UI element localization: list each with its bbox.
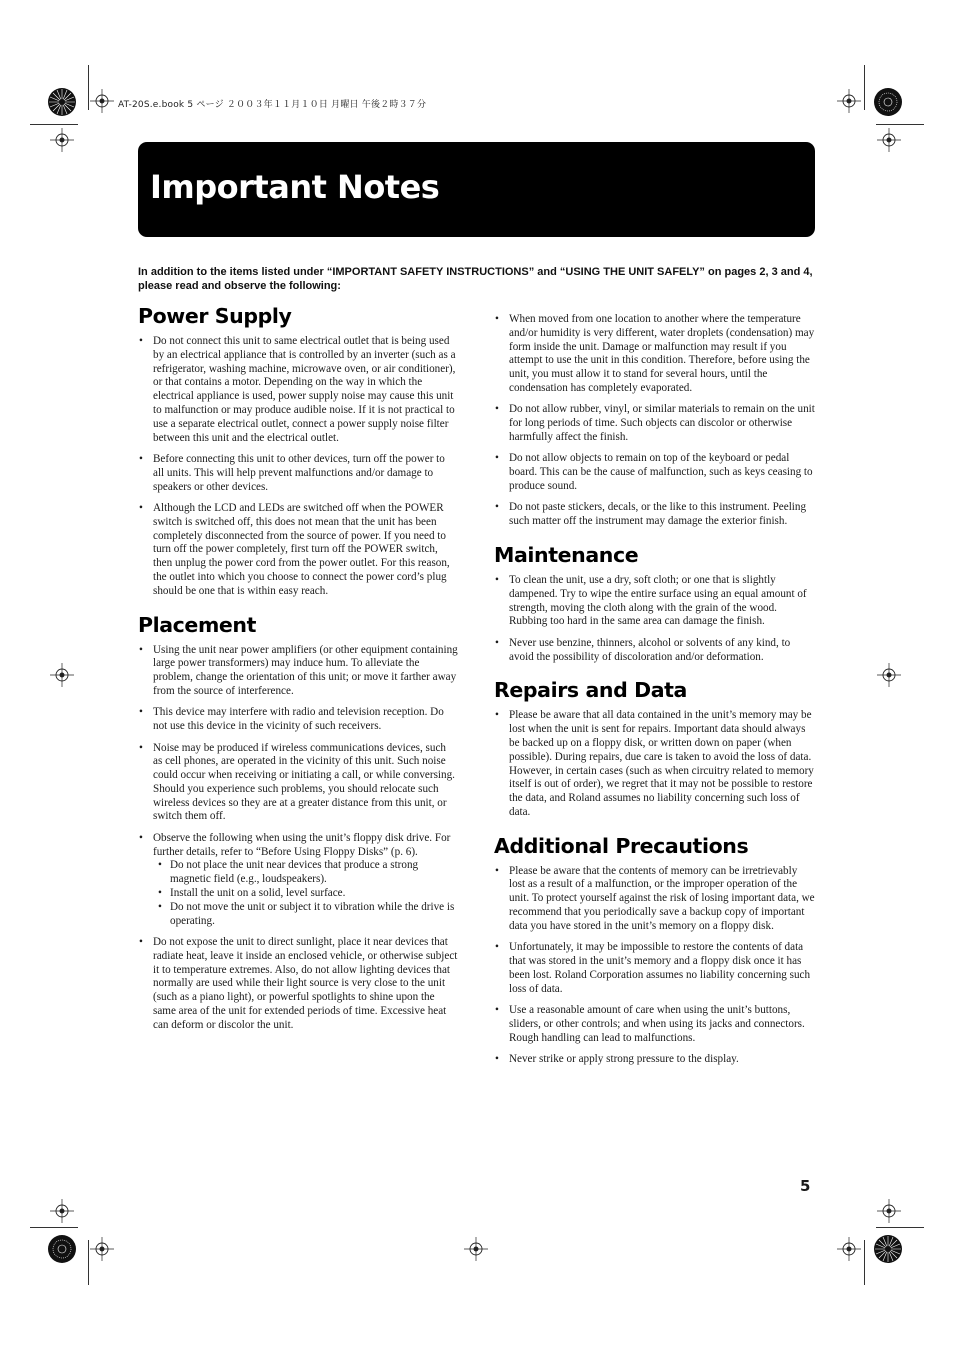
crosshair-icon bbox=[90, 1237, 114, 1261]
sub-list-item: • Do not move the unit or subject it to vibration while the drive is operating. bbox=[153, 901, 458, 929]
list-item: • When moved from one location to another where the temperature and/or humidity is very different, water droplets (condensation) may form inside the unit. Damage or malfunction may result if you attempt to use the unit in this condition. Therefore, before using the unit, you must allow it to stand for several hours, until the condensation has completely evaporated. bbox=[494, 313, 816, 396]
section-heading-maintenance: Maintenance bbox=[494, 542, 639, 567]
list-item: • Unfortunately, it may be impossible to restore the contents of data that was stored in the unit’s memory and a floppy disk once it has been lost. Roland Corporation assumes no liability concerning such loss of data. bbox=[494, 941, 816, 996]
placement-continued-list bbox=[494, 313, 816, 529]
trim-line bbox=[88, 65, 89, 110]
repairs-list bbox=[494, 709, 816, 819]
placement-list bbox=[138, 644, 458, 1033]
crosshair-icon bbox=[50, 663, 74, 687]
list-item: • Please be aware that all data contained in the unit’s memory may be lost when the unit is sent for repairs. Important data should always be backed up on a floppy disk, or written down on paper (when possible). During repairs, due care is taken to avoid the loss of data. However, in certain cases (such as when circuitry related to memory itself is out of order), we regret that it may not be possible to restore the data, and Roland assumes no liability concerning such loss of data. bbox=[494, 709, 816, 819]
list-item: • Although the LCD and LEDs are switched off when the POWER switch is switched off, this does not mean that the unit has been completely disconnected from the source of power. If you need to turn off the power completely, first turn off the POWER switch, then unplug the power cord from the power outlet. For this reason, the outlet into which you choose to connect the power cord’s plug should be one that is within easy reach. bbox=[138, 502, 458, 599]
crosshair-icon bbox=[837, 1237, 861, 1261]
crosshair-icon bbox=[877, 663, 901, 687]
list-item: • This device may interfere with radio and television reception. Do not use this device in the vicinity of such receivers. bbox=[138, 706, 458, 734]
crosshair-icon bbox=[90, 89, 114, 113]
list-item: • Do not paste stickers, decals, or the like to this instrument. Peeling such matter off the instrument may damage the exterior finish. bbox=[494, 501, 816, 529]
trim-line bbox=[876, 124, 924, 125]
list-item: • Do not allow objects to remain on top of the keyboard or pedal board. This can be the cause of malfunction, such as keys ceasing to produce sound. bbox=[494, 452, 816, 493]
crosshair-icon bbox=[877, 1199, 901, 1223]
sub-list-item: • Install the unit on a solid, level surface. bbox=[153, 887, 458, 901]
trim-line bbox=[30, 1227, 78, 1228]
crosshair-icon bbox=[50, 1199, 74, 1223]
title-banner bbox=[138, 142, 815, 237]
left-column bbox=[138, 301, 458, 1044]
list-item: • Do not connect this unit to same electrical outlet that is being used by an electrical appliance that is controlled by an inverter (such as a refrigerator, washing machine, microwave oven, or air conditioner), or that contains a motor. Depending on the way in which the electrical appliance is used, power supply noise may cause this unit to malfunction or may produce audible noise. If it is not practical to use a separate electrical outlet, connect a power supply noise filter between this unit and the electrical outlet. bbox=[138, 335, 458, 445]
trim-line bbox=[864, 65, 865, 110]
trim-line bbox=[30, 124, 78, 125]
registration-mark-icon bbox=[873, 1234, 903, 1264]
page-title: Important Notes bbox=[150, 168, 440, 206]
list-item: • Noise may be produced if wireless communications devices, such as cell phones, are operated in the vicinity of this unit. Such noise could occur when receiving or initiating a call, or while conversing. Should you experience such problems, you should relocate such wireless devices so they are at a greater distance from this unit, or switch them off. bbox=[138, 742, 458, 825]
crosshair-icon bbox=[50, 128, 74, 152]
section-heading-repairs-and-data: Repairs and Data bbox=[494, 678, 687, 703]
list-item: • Do not allow rubber, vinyl, or similar materials to remain on the unit for long periods of time. Such objects can discolor or otherwise harmfully affect the finish. bbox=[494, 403, 816, 444]
trim-line bbox=[88, 1240, 89, 1285]
print-header: AT-20S.e.book 5 ページ ２００３年１１月１０日 月曜日 午後２時３７分 bbox=[118, 100, 427, 110]
intro-text: In addition to the items listed under “IMPORTANT SAFETY INSTRUCTIONS” and “USING THE UNIT SAFELY” on pages 2, 3 and 4, please read and observe the following: bbox=[138, 266, 813, 293]
power-supply-list bbox=[138, 335, 458, 599]
registration-mark-icon bbox=[47, 87, 77, 117]
list-item: • Use a reasonable amount of care when using the unit’s buttons, sliders, or other controls; and when using its jacks and connectors. Rough handling can lead to malfunctions. bbox=[494, 1004, 816, 1045]
crosshair-icon bbox=[877, 128, 901, 152]
page-number: 5 bbox=[800, 1177, 811, 1195]
trim-line bbox=[876, 1227, 924, 1228]
list-item-text: Observe the following when using the unit’s floppy disk drive. For further details, refer to “Before Using Floppy Disks” (p. 6). bbox=[153, 831, 451, 858]
maintenance-list bbox=[494, 574, 816, 664]
registration-mark-icon bbox=[873, 87, 903, 117]
section-heading-placement: Placement bbox=[138, 612, 256, 637]
list-item: • Never use benzine, thinners, alcohol or solvents of any kind, to avoid the possibility of discoloration and/or deformation. bbox=[494, 637, 816, 665]
sub-list-item: • Do not place the unit near devices that produce a strong magnetic field (e.g., loudspeakers). bbox=[153, 859, 458, 887]
list-item: • Using the unit near power amplifiers (or other equipment containing large power transformers) may induce hum. To alleviate the problem, change the orientation of this unit; or move it farther away from the source of interference. bbox=[138, 644, 458, 699]
list-item: • Please be aware that the contents of memory can be irretrievably lost as a result of a malfunction, or the improper operation of the unit. To protect yourself against the risk of losing important data, we recommend that you periodically save a backup copy of important data you have stored in the unit’s memory on a floppy disk. bbox=[494, 865, 816, 934]
floppy-sublist bbox=[153, 859, 458, 928]
crosshair-icon bbox=[464, 1237, 488, 1261]
list-item: • Never strike or apply strong pressure to the display. bbox=[494, 1053, 816, 1067]
crosshair-icon bbox=[837, 89, 861, 113]
section-heading-additional-precautions: Additional Precautions bbox=[494, 833, 749, 858]
additional-precautions-list bbox=[494, 865, 816, 1067]
list-item: • Do not expose the unit to direct sunlight, place it near devices that radiate heat, leave it inside an enclosed vehicle, or otherwise subject it to temperature extremes. Also, do not allow lighting devices that normally are used while their light source is very close to the unit (such as a piano light), or powerful spotlights to shine upon the same area of the unit for extended periods of time. Excessive heat can deform or discolor the unit. bbox=[138, 936, 458, 1033]
list-item bbox=[138, 832, 458, 929]
section-heading-power-supply: Power Supply bbox=[138, 304, 292, 328]
right-column bbox=[494, 313, 816, 1078]
list-item: • To clean the unit, use a dry, soft cloth; or one that is slightly dampened. Try to wipe the entire surface using an equal amount of strength, moving the cloth along with the grain of the wood. Rubbing too hard in the same area can damage the finish. bbox=[494, 574, 816, 629]
list-item: • Before connecting this unit to other devices, turn off the power to all units. This will help prevent malfunctions and/or damage to speakers or other devices. bbox=[138, 453, 458, 494]
trim-line bbox=[864, 1240, 865, 1285]
registration-mark-icon bbox=[47, 1234, 77, 1264]
